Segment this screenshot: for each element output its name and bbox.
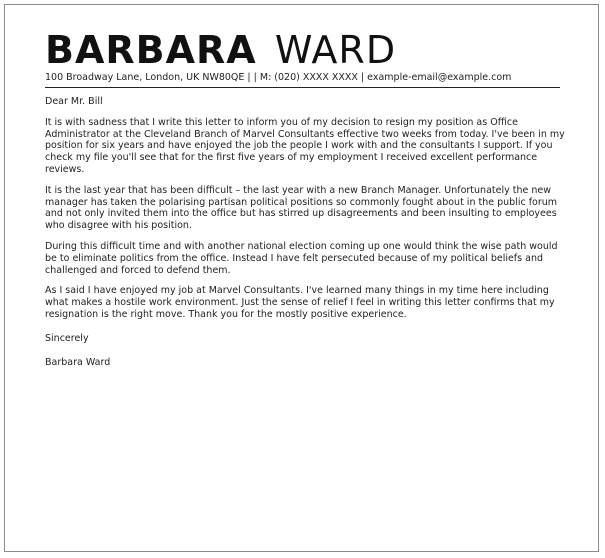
closing: Sincerely	[45, 332, 89, 344]
body-paragraph-2: It is the last year that has been difficult – the last year with a new Branch Manager. Unfortunately the new manager has taken the polarising partisan political positions so commonly fought about in the public forum and not only invited them into the office but has stirred up disagreements and been insulting to employees who disagree with his position.	[45, 184, 558, 232]
resignation-letter	[45, 30, 565, 368]
salutation: Dear Mr. Bill	[45, 96, 103, 107]
header-divider	[45, 87, 560, 88]
sender-last-name: WARD	[274, 28, 397, 72]
letter-body	[45, 96, 565, 368]
body-paragraph-3: During this difficult time and with another national election coming up one would think the wise path would be to eliminate politics from the office. Instead I have felt persecuted because of my political beliefs and challenged and forced to defend them.	[45, 240, 558, 276]
body-paragraph-1: It is with sadness that I write this letter to inform you of my decision to resign my position as Office Administrator at the Cleveland Branch of Marvel Consultants effective two weeks from today. I've been in my position for six years and have enjoyed the job the people I work with and the consultants I support. If you check my file you'll see that for the first five years of my employment I received excellent performance reviews.	[45, 116, 565, 175]
signature-name: Barbara Ward	[45, 356, 111, 368]
sender-name	[45, 30, 565, 70]
sender-first-name: BARBARA	[45, 28, 257, 72]
body-paragraph-4: As I said I have enjoyed my job at Marvel Consultants. I've learned many things in my time here including what makes a hostile work environment. Just the sense of relief I feel in writing this letter confirms that my resignation is the right move. Thank you for the mostly positive experience.	[45, 285, 555, 320]
contact-line: 100 Broadway Lane, London, UK NW80QE | | M: (020) XXXX XXXX | example-email@example.com	[45, 72, 512, 83]
